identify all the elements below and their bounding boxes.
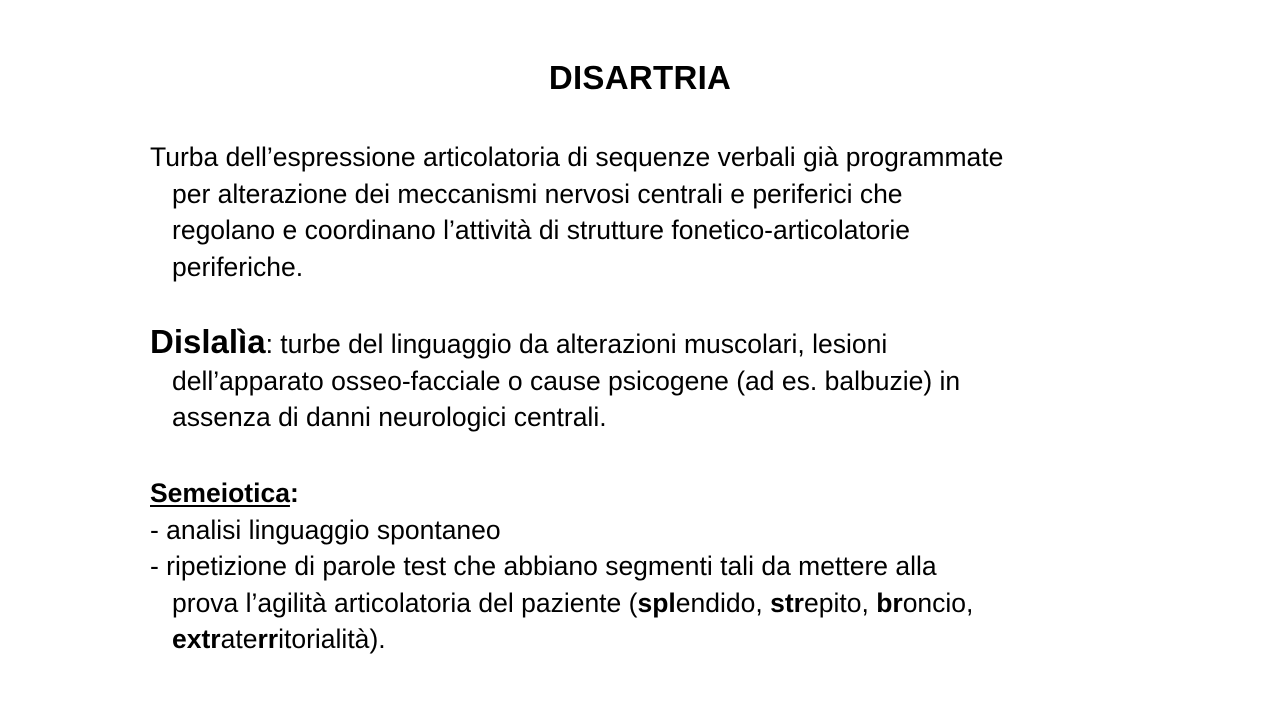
example-4-mid: ate xyxy=(220,624,258,654)
semeiotica-item-2-line-1: - ripetizione di parole test che abbiano segmenti tali da mettere alla xyxy=(150,551,937,581)
semeiotica-heading: Semeiotica xyxy=(150,478,290,508)
definition-paragraph xyxy=(150,139,1150,285)
example-2-rest: epito xyxy=(803,587,862,618)
dislalia-line-2: dell’apparato osseo-facciale o cause psicogene (ad es. balbuzie) in xyxy=(172,365,961,396)
example-4-rest: itorialità xyxy=(278,624,370,654)
separator-2: , xyxy=(861,587,877,618)
separator-3: , xyxy=(966,587,974,618)
dislalia-line-1 xyxy=(150,324,1150,363)
example-3-bold: br xyxy=(876,587,903,618)
example-1-bold: spl xyxy=(637,587,676,618)
definition-line-4: periferiche. xyxy=(172,251,304,282)
dislalia-line-1-text: : turbe del linguaggio da alterazioni muscolari, lesioni xyxy=(265,329,888,359)
item-2-prefix: prova l’agilità articolatoria del paziente ( xyxy=(172,587,638,618)
definition-line-2: per alterazione dei meccanismi nervosi centrali e periferici che xyxy=(172,178,903,209)
semeiotica-item-2-line-3 xyxy=(150,621,1150,658)
closing-paren: ). xyxy=(369,624,386,654)
semeiotica-item-2-line-2 xyxy=(150,585,1150,622)
semeiotica-item-1: - analisi linguaggio spontaneo xyxy=(150,514,501,545)
semeiotica-colon: : xyxy=(289,478,299,508)
dislalia-paragraph xyxy=(150,324,1150,436)
example-3-rest: oncio xyxy=(902,587,967,618)
definition-line-3: regolano e coordinano l’attività di strutture fonetico-articolatorie xyxy=(172,215,910,245)
slide-title: DISARTRIA xyxy=(548,59,732,96)
example-1-rest: endido xyxy=(675,587,756,618)
semeiotica-section xyxy=(150,475,1150,658)
dislalia-term: Dislalìa xyxy=(150,323,266,360)
dislalia-line-3: assenza di danni neurologici centrali. xyxy=(172,402,607,432)
definition-line-1: Turba dell’espressione articolatoria di sequenze verbali già programmate xyxy=(150,142,1004,172)
example-4-bold-1: extr xyxy=(172,624,221,654)
example-2-bold: str xyxy=(770,587,804,618)
semeiotica-heading-line xyxy=(150,475,1150,512)
example-4-bold-2: rr xyxy=(257,624,279,654)
separator-1: , xyxy=(755,587,771,618)
